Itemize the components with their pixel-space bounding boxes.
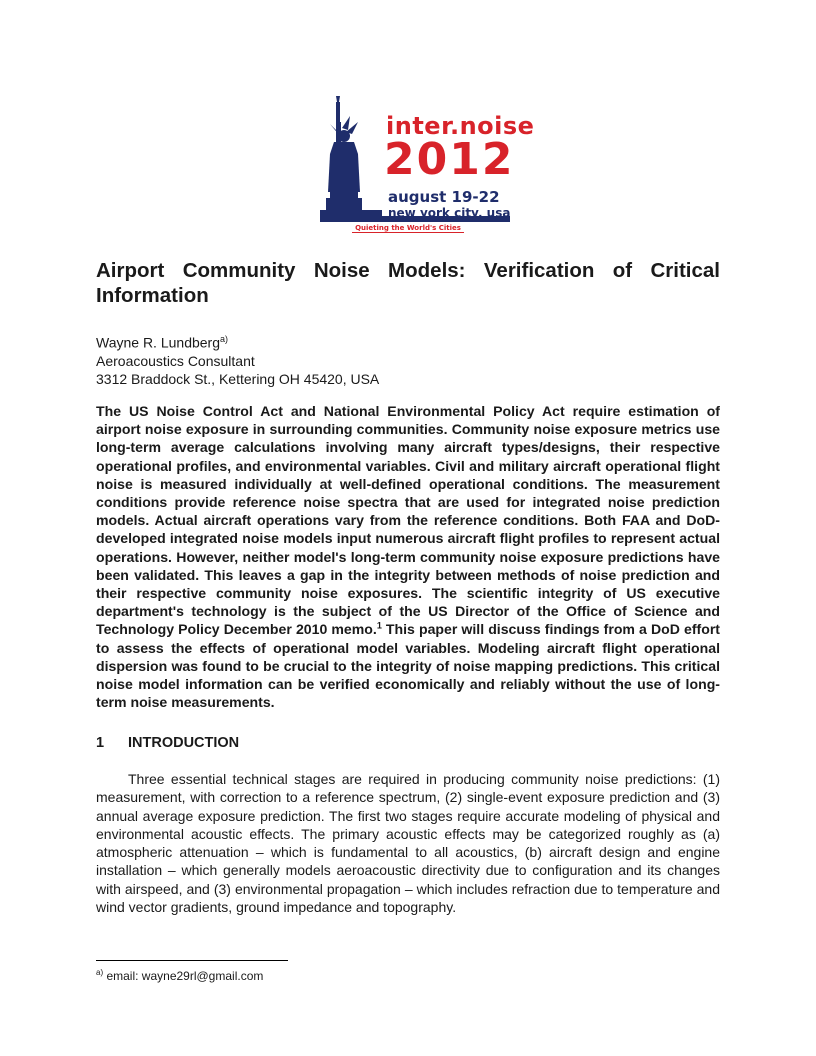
logo-dates-text: august 19-22 (388, 188, 500, 206)
author-affiliation-mark: a) (220, 334, 229, 344)
footnote-text: email: wayne29rl@gmail.com (103, 969, 264, 983)
footnote-mark: a) (96, 968, 104, 977)
logo-city-text: new york city, usa (388, 206, 511, 220)
footnote (96, 968, 263, 983)
logo-brand-text: inter.noise (386, 112, 535, 140)
section-title: INTRODUCTION (128, 735, 240, 751)
logo-tagline: Quieting the World's Cities (352, 224, 464, 233)
author-address: 3312 Braddock St., Kettering OH 45420, USA (96, 370, 380, 387)
paper-title: Airport Community Noise Models: Verification of Critical Information (96, 259, 720, 307)
abstract-footnote-mark: 1 (376, 620, 382, 631)
abstract-text-part1: The US Noise Control Act and National Environmental Policy Act require estimation of airport noise exposure in surrounding communities. Community noise exposure metrics use long-term average calculations involving many aircraft types/designs, their respective operational profiles, and environmental variables. Civil and military aircraft operational flight noise is measured individually at well-defined operational conditions. The measurement conditions provide reference noise spectra that are used for integrated noise prediction models. Actual aircraft operations vary from the reference conditions. Both FAA and DoD-developed integrated noise models input numerous aircraft flight profiles to represent actual operations. However, neither model's long-term community noise exposure predictions have been validated. This leaves a gap in the integrity between methods of noise prediction and their respective community noise exposures. The scientific integrity of US executive department's technology is the subject of the US Director of the Office of Science and Technology Policy December 2010 memo. (96, 403, 720, 638)
author-name-line (96, 330, 379, 352)
author-name: Wayne R. Lundberg (96, 334, 220, 351)
abstract (96, 402, 720, 711)
introduction-paragraph: Three essential technical stages are required in producing community noise predictions: (1) measurement, with correction to a reference spectrum, (2) single-event exposure prediction and (3) annual average exposure prediction. The first two stages require accurate modeling of physical and environmental acoustic effects. The primary acoustic effects may be categorized roughly as (a) atmospheric attenuation – which is fundamental to all acoustics, (b) aircraft design and engine installation – which generally models aeroacoustic directivity due to configuration and its changes with airspeed, and (3) environmental propagation – which includes refraction due to temperature and wind vector gradients, ground impedance and topography. (96, 771, 720, 916)
conference-logo (320, 92, 535, 242)
abstract-text-part2: This paper will discuss findings from a DoD effort to assess the effects of operational model variables. Modeling aircraft flight operational dispersion was found to be crucial to the integrity of noise mapping predictions. This critical noise model information can be verified economically and reliably without the use of long-term noise measurements. (96, 621, 720, 711)
section-heading-introduction (96, 735, 239, 751)
logo-year-text: 2012 (384, 134, 515, 185)
author-organization: Aeroacoustics Consultant (96, 352, 255, 369)
section-number: 1 (96, 735, 105, 751)
footnote-separator (96, 960, 288, 961)
author-block (96, 330, 379, 388)
